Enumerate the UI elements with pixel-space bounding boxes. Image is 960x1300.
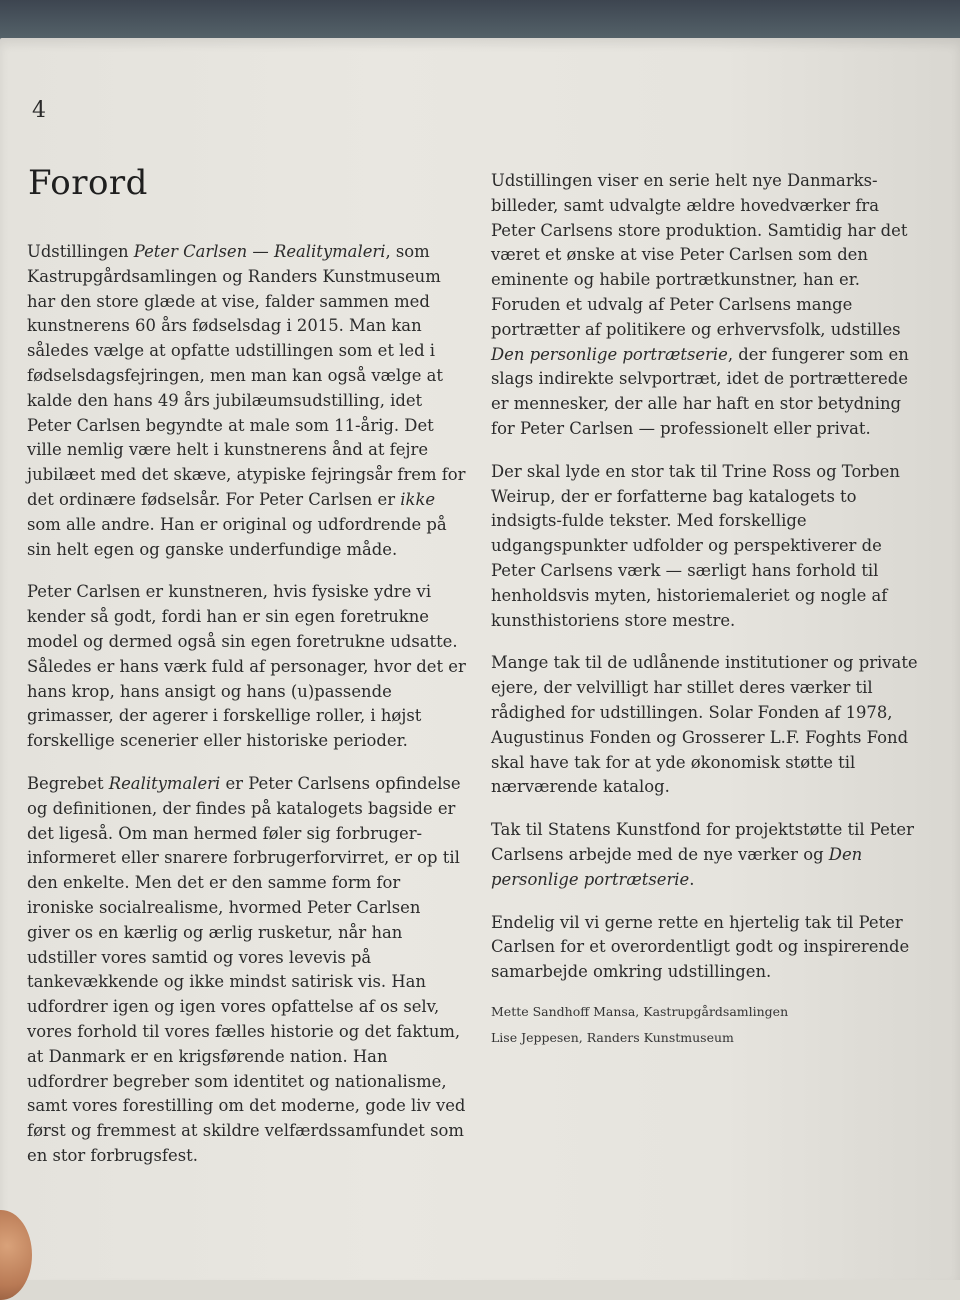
text-span: , som Kastrupgårdsamlingen og Randers Kunstmuseum har den store glæde at vise, falder sammen med kunstnerens 60 års fødselsdag i 2015. Man kan således vælge at opfatte udstillingen som et led i fødselsdagsfejringen, men man kan også vælge at kalde den hans 49 års jubilæumsudstilling, idet Peter Carlsen begyndte at male som 11-årig. Det ville nemlig være helt i kunstnerens ånd at fejre jubilæet med det skæve, atypiske fejringsår frem for det ordinære fødselsår. For Peter Carlsen er bbox=[27, 242, 466, 509]
text-span: , der fungerer som en slags indirekte selvportræt, idet de portrætterede er mennesker, der alle har haft en stor betydning for Peter Carlsen — professionelt eller privat. bbox=[491, 344, 909, 438]
text-span: Tak til Statens Kunstfond for projektstøtte til Peter Carlsens arbejde med de nye værker og bbox=[491, 820, 914, 864]
italic-word: ikke bbox=[400, 489, 436, 509]
page-number: 4 bbox=[32, 98, 46, 123]
italic-title: Den personlige portrætserie bbox=[491, 344, 728, 364]
signature: Mette Sandhoff Mansa, Kastrupgårdsamlingen bbox=[491, 1003, 789, 1019]
italic-title: Peter Carlsen — Realitymaleri bbox=[133, 242, 386, 261]
right-column bbox=[491, 169, 921, 1055]
text-span: . bbox=[689, 869, 695, 889]
text-span: Udstillingen viser en serie helt nye Danmarks-billeder, samt udvalgte ældre hovedværker fra Peter Carlsens store produktion. Samtidig har det været et ønske at vise Peter Carlsen som den eminente og habile portrætkunstner, han er. Foruden et udvalg af Peter Carlsens mange portrætter af politikere og erhvervsfolk, udstilles bbox=[491, 171, 908, 339]
paragraph bbox=[27, 772, 467, 1169]
text-span: er Peter Carlsens opfindelse og definitionen, der findes på katalogets bagside er det ligeså. Om man hermed føler sig forbruger-informeret eller snarere forbrugerforvirret, er op til den enkelte. Men det er den samme form for ironiske socialrealisme, hvormed Peter Carlsen giver os en kærlig og ærlig rusketur, når han udstiller vores samtid og vores levevis på tankevækkende og ikke mindst satirisk vis. Han udfordrer igen og igen vores opfattelse af os selv, vores forhold til vores fælles historie og det faktum, at Danmark er en krigsførende nation. Han udfordrer begreber som identitet og nationalisme, samt vores forestilling om det moderne, gode liv ved først og fremmest at skildre velfærdssamfundet som en stor forbrugsfest. bbox=[27, 773, 466, 1165]
italic-term: Realitymaleri bbox=[108, 773, 221, 793]
book-cover-edge bbox=[0, 0, 960, 40]
text-span: Begrebet bbox=[27, 773, 109, 793]
paragraph bbox=[27, 240, 467, 562]
page-title: Forord bbox=[28, 163, 148, 203]
left-column bbox=[27, 240, 467, 1187]
text-span: som alle andre. Han er original og udfordrende på sin helt egen og ganske underfundige måde. bbox=[27, 514, 447, 559]
paragraph: Der skal lyde en stor tak til Trine Ross og Torben Weirup, der er forfatterne bag katalogets to indsigts-fulde tekster. Med forskellige udgangspunkter udfolder og perspektiverer de Peter Carlsens værk — særligt hans forhold til henholdsvis myten, historiemaleriet og nogle af kunsthistoriens store mestre. bbox=[491, 461, 900, 630]
text-span: Udstillingen bbox=[27, 242, 134, 261]
paragraph bbox=[491, 818, 921, 892]
signature: Lise Jeppesen, Randers Kunstmuseum bbox=[491, 1029, 734, 1045]
paragraph: Mange tak til de udlånende institutioner og private ejere, der velvilligt har stillet deres værker til rådighed for udstillingen. Solar Fonden af 1978, Augustinus Fonden og Grosserer L.F. Foghts Fond skal have tak for at yde økonomisk støtte til nærværende katalog. bbox=[491, 653, 918, 797]
paragraph bbox=[491, 169, 921, 442]
paragraph: Endelig vil vi gerne rette en hjertelig tak til Peter Carlsen for et overordentligt godt og inspirerende samarbejde omkring udstillingen. bbox=[491, 912, 910, 982]
paragraph: Peter Carlsen er kunstneren, hvis fysiske ydre vi kender så godt, fordi han er sin egen foretrukne model og dermed også sin egen foretrukne udsatte. Således er hans værk fuld af personager, hvor det er hans krop, hans ansigt og hans (u)passende grimasser, der agerer i forskellige roller, i højst forskellige scenerier eller historiske perioder. bbox=[27, 582, 466, 751]
italic-title: Den personlige portrætserie bbox=[491, 844, 863, 889]
